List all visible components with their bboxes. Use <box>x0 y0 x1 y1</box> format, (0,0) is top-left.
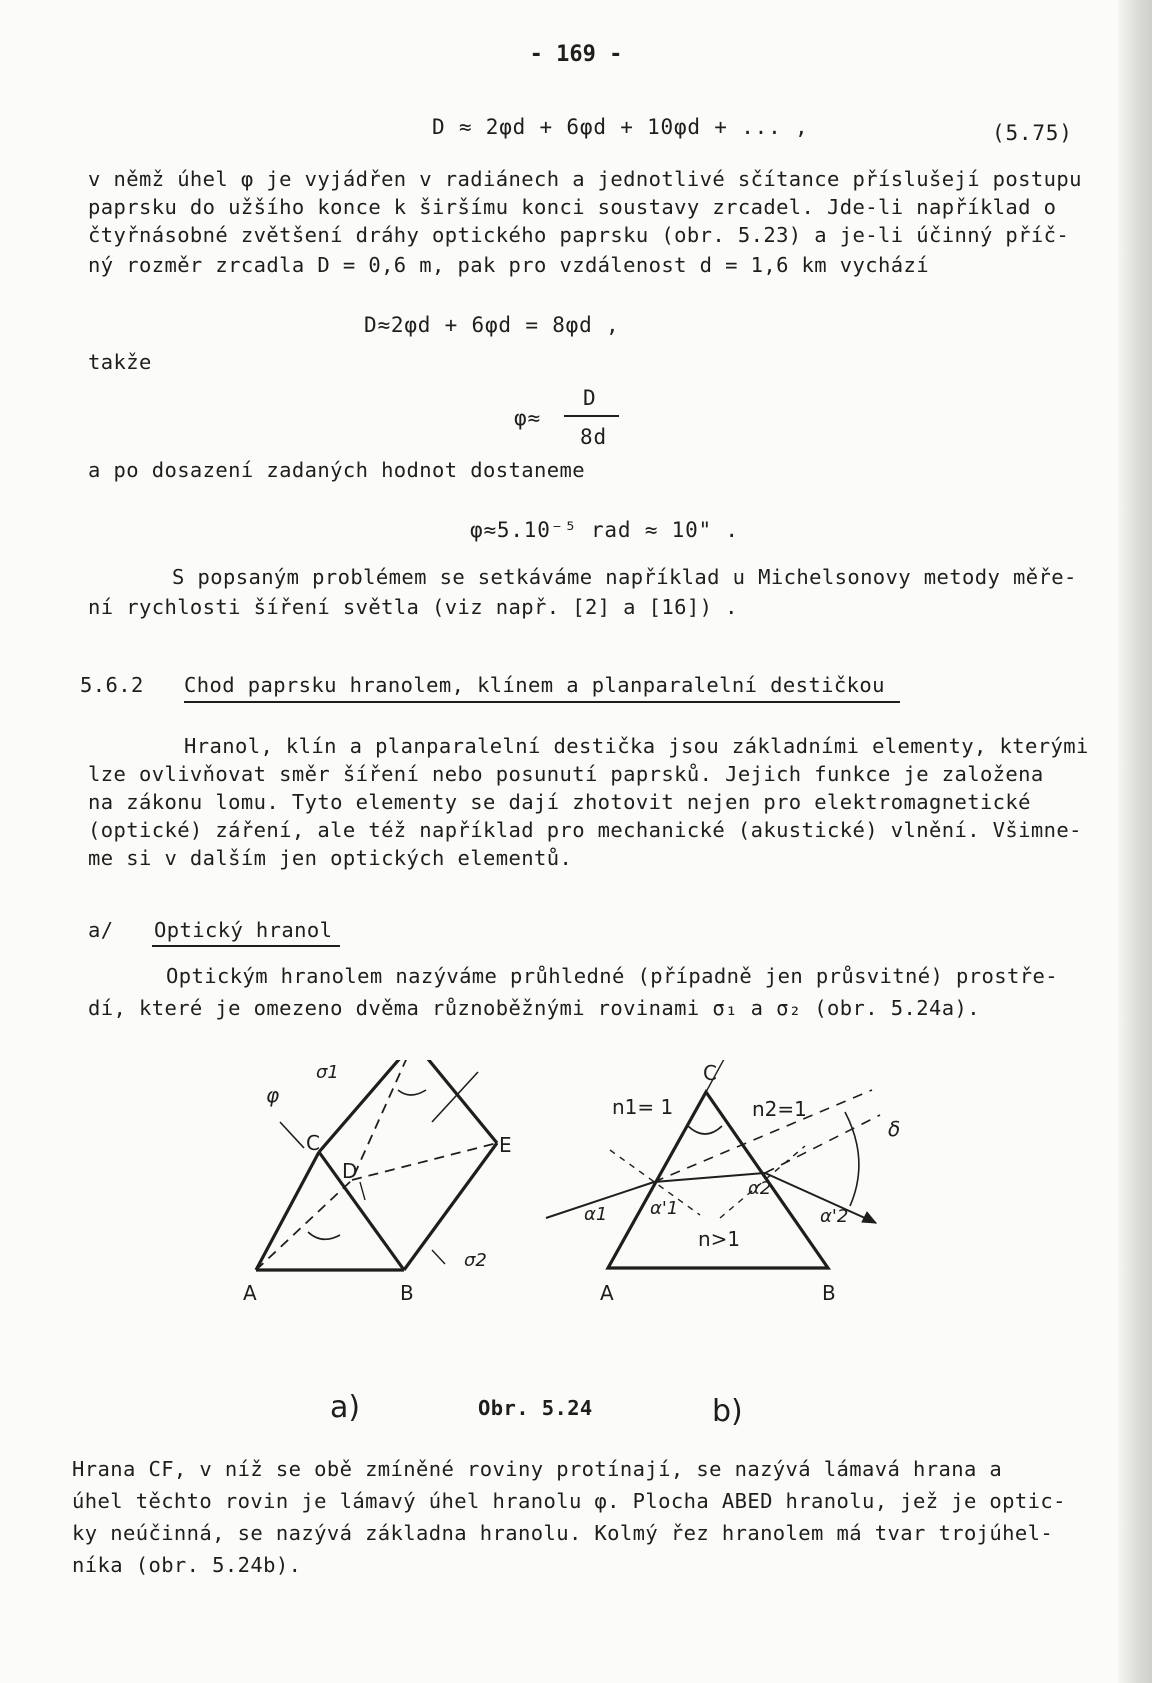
label-a-point-b: B <box>400 1281 414 1305</box>
paragraph-line: úhel těchto rovin je lámavý úhel hranolu φ. Plocha ABED hranolu, jež je optic- <box>72 1489 1066 1513</box>
prism-3d-drawing <box>256 1060 497 1270</box>
paragraph-line: (optické) záření, ale též například pro mechanické (akustické) vlnění. Všimne- <box>88 818 1082 842</box>
paragraph-line: ní rychlosti šíření světla (viz např. [2] a [16]) . <box>88 595 738 619</box>
paragraph-line: me si v dalším jen optických elementů. <box>88 846 573 870</box>
section-title: Chod paprsku hranolem, klínem a planparalelní destičkou <box>184 673 885 697</box>
label-b-point-c: C <box>703 1061 717 1085</box>
paragraph-line: ný rozměr zrcadla D = 0,6 m, pak pro vzdálenost d = 1,6 km vychází <box>88 253 929 277</box>
equation-number: (5.75) <box>992 121 1073 145</box>
paragraph-line: ky neúčinná, se nazývá základna hranolu. Kolmý řez hranolem má tvar trojúhel- <box>72 1521 1054 1545</box>
label-a-sigma2: σ2 <box>464 1250 487 1271</box>
paragraph-line: S popsaným problémem se setkáváme například u Michelsonovy metody měře- <box>172 565 1077 589</box>
paragraph-line: dí, které je omezeno dvěma různoběžnými rovinami σ₁ a σ₂ (obr. 5.24a). <box>88 996 980 1020</box>
label-b-delta: δ <box>888 1117 901 1141</box>
label-b-n1: n1= 1 <box>612 1095 674 1119</box>
section-number: 5.6.2 <box>80 673 144 697</box>
panel-b-label: b) <box>712 1394 743 1429</box>
paragraph-line: čtyřnásobné zvětšení dráhy optického paprsku (obr. 5.23) a je-li účinný příč- <box>88 223 1070 247</box>
phi-numerator: D <box>583 386 597 410</box>
fraction-bar <box>564 415 619 417</box>
subsection-title-underline <box>152 945 340 947</box>
label-b-point-b: B <box>822 1281 836 1305</box>
paragraph-line: Hranol, klín a planparalelní destička jsou základními elementy, kterými <box>184 734 1089 758</box>
label-b-alpha2p: α'2 <box>820 1206 849 1227</box>
label-b-n: n>1 <box>698 1227 741 1251</box>
figure-5-24 <box>0 1060 1152 1500</box>
equation-5-75: D ≈ 2φd + 6φd + 10φd + ... , <box>432 115 809 139</box>
paragraph-line: paprsku do užšího konce k širšímu konci soustavy zrcadel. Jde-li například o <box>88 195 1057 219</box>
subsection-label: a/ <box>88 918 114 942</box>
label-a-point-e: E <box>499 1133 512 1157</box>
paragraph-line: Hrana CF, v níž se obě zmíněné roviny protínají, se nazývá lámavá hrana a <box>72 1457 1003 1481</box>
paragraph-line: Optickým hranolem nazýváme průhledné (případně jen průsvitné) prostře- <box>166 964 1058 988</box>
equation-phi-value: φ≈5.10⁻⁵ rad ≈ 10" . <box>470 518 739 542</box>
figure-caption: Obr. 5.24 <box>478 1396 593 1420</box>
label-a-point-c: C <box>306 1131 320 1155</box>
phi-lhs: φ≈ <box>514 406 541 430</box>
label-b-alpha1p: α'1 <box>650 1198 679 1219</box>
label-b-alpha1: α1 <box>584 1204 608 1225</box>
paragraph-line: a po dosazení zadaných hodnot dostaneme <box>88 458 585 482</box>
word-takze: takže <box>88 350 152 374</box>
paragraph-line: v němž úhel φ je vyjádřen v radiánech a jednotlivé sčítance příslušejí postupu <box>88 167 1082 191</box>
label-b-alpha2: α2 <box>748 1178 772 1199</box>
panel-a-label: a) <box>330 1390 361 1425</box>
equation-approx: D≈2φd + 6φd = 8φd , <box>364 313 620 337</box>
label-a-point-d: D <box>342 1159 358 1183</box>
paragraph-line: na zákonu lomu. Tyto elementy se dají zhotovit nejen pro elektromagnetické <box>88 790 1031 814</box>
label-b-n2: n2=1 <box>752 1097 807 1121</box>
phi-denominator: 8d <box>580 425 607 449</box>
label-b-point-a: A <box>600 1281 614 1305</box>
section-title-underline <box>184 701 900 703</box>
label-a-phi-left: φ <box>266 1083 280 1107</box>
page-number: - 169 - <box>529 42 623 67</box>
paragraph-line: níka (obr. 5.24b). <box>72 1553 302 1577</box>
label-a-point-a: A <box>243 1281 257 1305</box>
paragraph-line: lze ovlivňovat směr šíření nebo posunutí paprsků. Jejich funkce je založena <box>88 762 1044 786</box>
label-a-sigma1: σ1 <box>316 1062 339 1083</box>
subsection-title: Optický hranol <box>154 918 333 942</box>
